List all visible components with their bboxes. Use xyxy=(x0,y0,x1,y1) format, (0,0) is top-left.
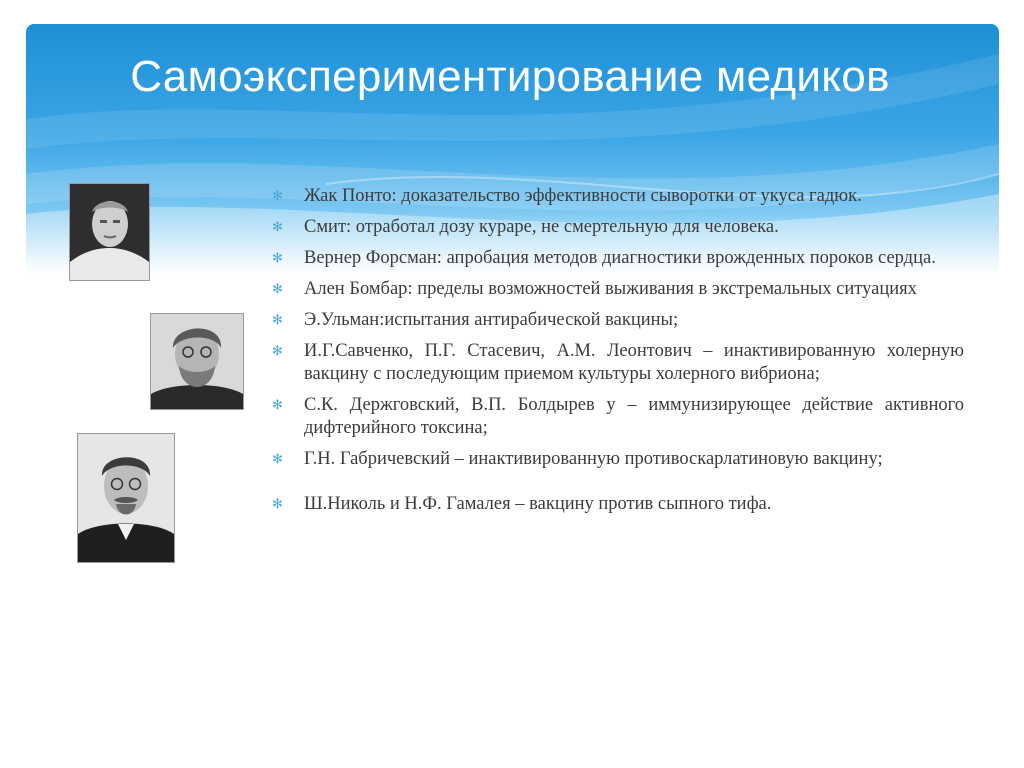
asterisk-bullet-icon: ✻ xyxy=(272,344,283,359)
portrait-photo-1 xyxy=(69,183,150,281)
list-item: ✻ Вернер Форсман: апробация методов диагностики врожденных пороков сердца. xyxy=(272,248,936,268)
bullet-list xyxy=(272,185,964,524)
slide-title: Самоэкспериментирование медиков xyxy=(130,52,890,101)
list-item: ✻ Г.Н. Габричевский – инактивированную противоскарлатиновую вакцину; xyxy=(272,449,883,469)
list-item: ✻ И.Г.Савченко, П.Г. Стасевич, А.М. Леонтович – инактивированную холерную вакцину с последующим приемом культуры холерного вибриона; xyxy=(272,341,964,384)
asterisk-bullet-icon: ✻ xyxy=(272,452,283,467)
asterisk-bullet-icon: ✻ xyxy=(272,497,283,512)
portrait-photo-2 xyxy=(150,313,244,410)
portrait-photo-3 xyxy=(77,433,175,563)
list-item: ✻ С.К. Держговский, В.П. Болдырев у – иммунизирующее действие активного дифтерийного токсина; xyxy=(272,395,964,438)
list-item: ✻ Смит: отработал дозу кураре, не смертельную для человека. xyxy=(272,217,779,237)
list-item: ✻ Э.Ульман:испытания антирабической вакцины; xyxy=(272,310,679,330)
asterisk-bullet-icon: ✻ xyxy=(272,313,283,328)
asterisk-bullet-icon: ✻ xyxy=(272,189,283,204)
asterisk-bullet-icon: ✻ xyxy=(272,282,283,297)
asterisk-bullet-icon: ✻ xyxy=(272,220,283,235)
asterisk-bullet-icon: ✻ xyxy=(272,398,283,413)
list-item: ✻ Жак Понто: доказательство эффективности сыворотки от укуса гадюк. xyxy=(272,186,862,206)
list-item: ✻ Ш.Николь и Н.Ф. Гамалея – вакцину против сыпного тифа. xyxy=(272,494,772,514)
list-item: ✻ Ален Бомбар: пределы возможностей выживания в экстремальных ситуациях xyxy=(272,279,917,299)
asterisk-bullet-icon: ✻ xyxy=(272,251,283,266)
